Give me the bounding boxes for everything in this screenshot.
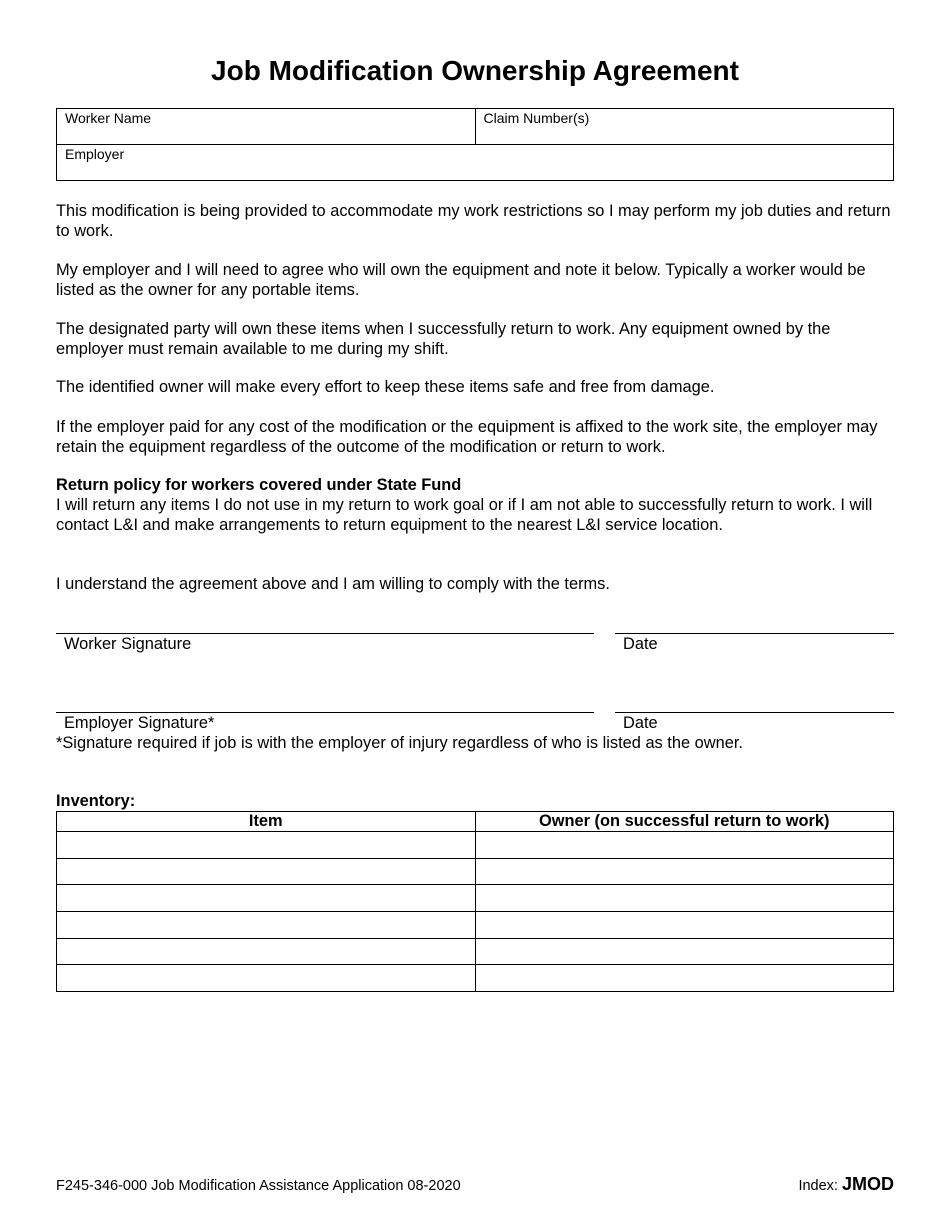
worker-date-label: Date	[623, 635, 658, 653]
inventory-item-cell[interactable]	[57, 938, 476, 965]
inventory-item-cell[interactable]	[57, 965, 476, 992]
index-code: JMOD	[841, 1174, 894, 1194]
inventory-item-cell[interactable]	[57, 912, 476, 939]
inventory-row	[57, 938, 894, 965]
inventory-label: Inventory:	[56, 792, 136, 810]
claim-info-table	[56, 108, 894, 181]
employer-date-label: Date	[623, 714, 658, 732]
claim-numbers-label: Claim Number(s)	[483, 110, 590, 126]
inventory-row	[57, 832, 894, 859]
inventory-item-cell[interactable]	[57, 832, 476, 859]
inventory-item-cell[interactable]	[57, 858, 476, 885]
index-label: Index:	[798, 1178, 838, 1194]
return-policy-text: I will return any items I do not use in my return to work goal or if I am not able to successfully return to work. I will contact L&I and make arrangements to return equipment to the nearest L&I service location.	[56, 496, 873, 534]
form-info: F245-346-000 Job Modification Assistance Application 08-2020	[56, 1178, 461, 1194]
form-index	[798, 1174, 894, 1196]
signature-footnote: *Signature required if job is with the employer of injury regardless of who is listed as the owner.	[56, 734, 743, 752]
worker-signature-label: Worker Signature	[64, 635, 192, 653]
employer-field[interactable]	[57, 145, 894, 181]
paragraph-ownership: My employer and I will need to agree who will own the equipment and note it below. Typically a worker would be listed as the owner for any portable items.	[56, 261, 866, 299]
employer-label: Employer	[65, 146, 125, 162]
paragraph-accommodation: This modification is being provided to accommodate my work restrictions so I may perform my job duties and return to work.	[56, 202, 891, 240]
inventory-row	[57, 965, 894, 992]
paragraph-designated-party: The designated party will own these items when I successfully return to work. Any equipment owned by the employer must remain available to me during my shift.	[56, 320, 831, 358]
inventory-row	[57, 912, 894, 939]
inventory-row	[57, 885, 894, 912]
paragraph-employer-retention: If the employer paid for any cost of the modification or the equipment is affixed to the work site, the employer may retain the equipment regardless of the outcome of the modification or return to work.	[56, 418, 878, 456]
claim-numbers-field[interactable]	[475, 109, 894, 145]
return-policy-heading: Return policy for workers covered under State Fund	[56, 476, 462, 494]
inventory-row	[57, 858, 894, 885]
inventory-owner-cell[interactable]	[475, 832, 894, 859]
inventory-owner-cell[interactable]	[475, 938, 894, 965]
inventory-owner-cell[interactable]	[475, 965, 894, 992]
inventory-table	[56, 811, 894, 992]
inventory-item-cell[interactable]	[57, 885, 476, 912]
agreement-statement: I understand the agreement above and I am willing to comply with the terms.	[56, 575, 610, 593]
paragraph-safekeeping: The identified owner will make every effort to keep these items safe and free from damage.	[56, 378, 715, 396]
inventory-owner-header: Owner (on successful return to work)	[475, 812, 894, 832]
worker-name-field[interactable]	[57, 109, 476, 145]
inventory-owner-cell[interactable]	[475, 885, 894, 912]
employer-signature-label: Employer Signature*	[64, 714, 215, 732]
inventory-owner-cell[interactable]	[475, 912, 894, 939]
page-title: Job Modification Ownership Agreement	[211, 55, 739, 86]
inventory-owner-cell[interactable]	[475, 858, 894, 885]
worker-name-label: Worker Name	[65, 110, 152, 126]
inventory-item-header: Item	[57, 812, 476, 832]
